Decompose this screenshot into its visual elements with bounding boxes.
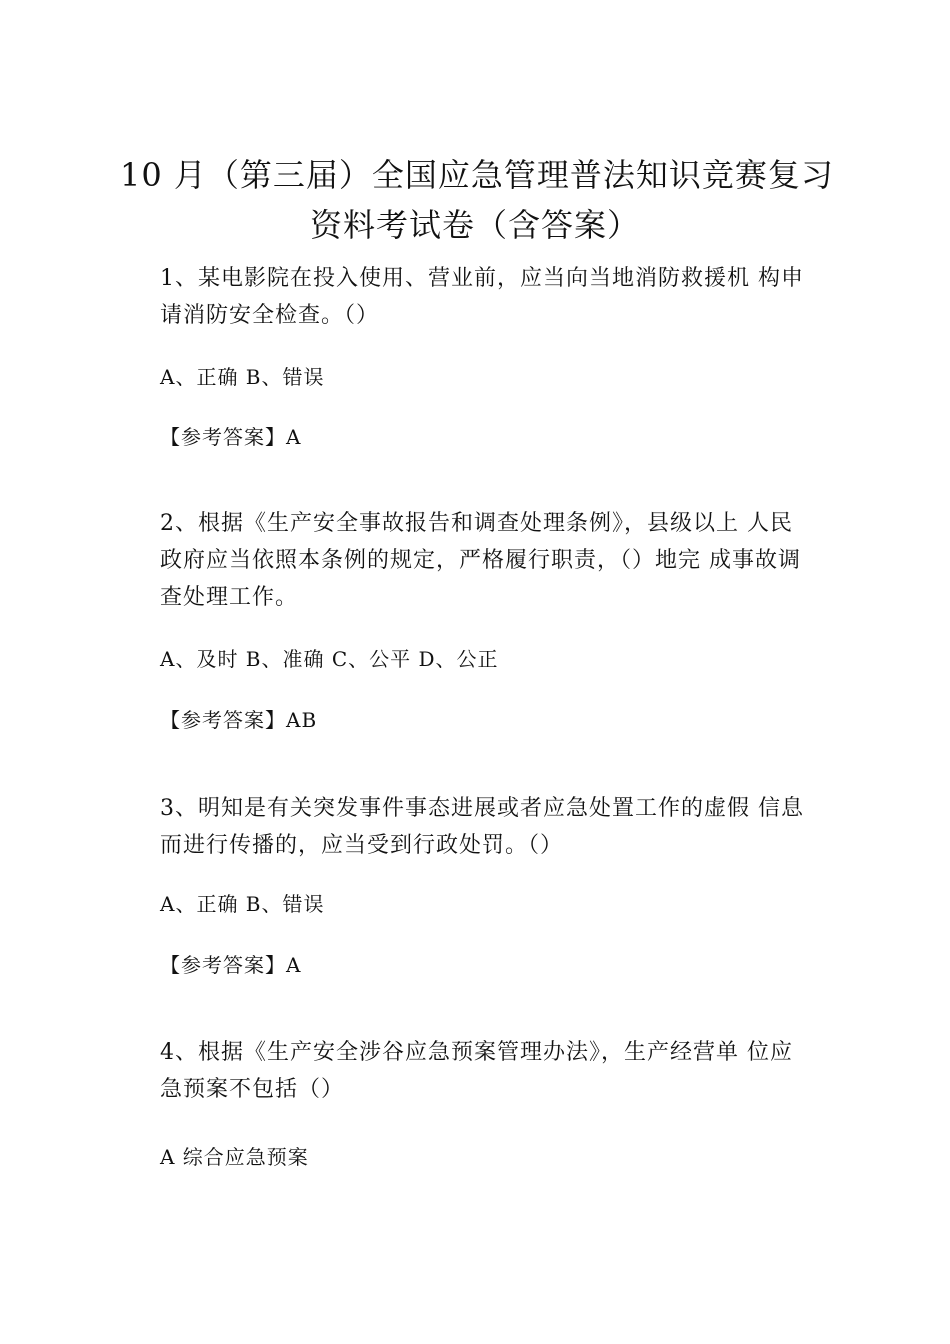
question-1-text [160, 260, 860, 334]
title-line-1: 10 月（第三届）全国应急管理普法知识竞赛复习 [120, 156, 834, 194]
question-4-text [160, 1034, 860, 1108]
question-2-answer: 【参考答案】AB [160, 708, 318, 732]
question-2-line-3: 查处理工作。 [160, 585, 299, 610]
question-2-line-2: 政府应当依照本条例的规定，严格履行职责，（）地完 成事故调 [160, 548, 801, 573]
question-1-options: A、正确 B、错误 [160, 365, 325, 389]
question-3-answer: 【参考答案】A [160, 953, 302, 977]
question-2-options: A、及时 B、准确 C、公平 D、公正 [160, 647, 499, 671]
question-2-text [160, 505, 860, 616]
question-1-answer: 【参考答案】A [160, 425, 302, 449]
question-3-line-2: 而进行传播的，应当受到行政处罚。（） [160, 833, 564, 858]
question-3-line-1: 3、明知是有关突发事件事态进展或者应急处置工作的虚假 信息 [160, 796, 804, 821]
question-4-line-2: 急预案不包括（） [160, 1077, 345, 1102]
question-3-options: A、正确 B、错误 [160, 892, 325, 916]
question-1-line-1: 1、某电影院在投入使用、营业前，应当向当地消防救援机 构申 [160, 266, 804, 291]
question-3-text [160, 790, 860, 864]
question-1-line-2: 请消防安全检查。（） [160, 303, 380, 328]
question-4-line-1: 4、根据《生产安全涉谷应急预案管理办法》，生产经营单 位应 [160, 1040, 793, 1065]
question-2-line-1: 2、根据《生产安全事故报告和调查处理条例》，县级以上 人民 [160, 511, 793, 536]
title-line-2: 资料考试卷（含答案） [309, 206, 640, 244]
question-4-options: A 综合应急预案 [160, 1145, 309, 1169]
document-title [120, 150, 834, 250]
